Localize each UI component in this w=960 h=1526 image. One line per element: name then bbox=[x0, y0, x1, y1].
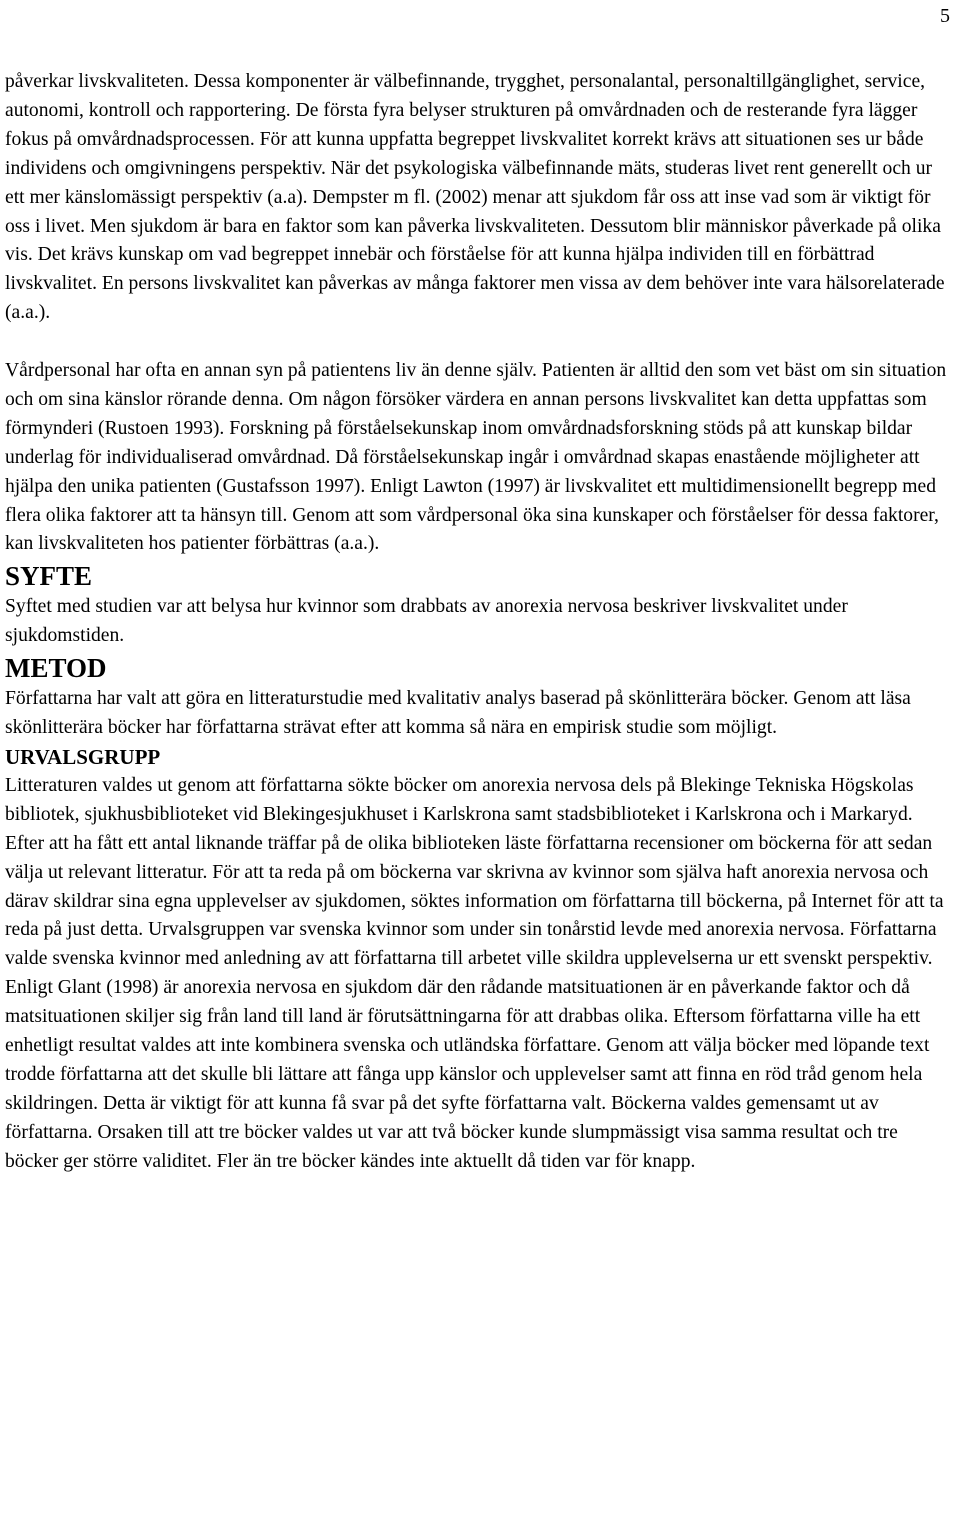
paragraph-urvalsgrupp: Litteraturen valdes ut genom att författarna sökte böcker om anorexia nervosa dels på Blekinge Tekniska Högskolas bibliotek, sjukhusbiblioteket vid Blekingesjukhuset i Karlskrona samt stadsbiblioteket i Karlskrona och i Markaryd. Efter att ha fått ett antal liknande träffar på de olika biblioteken läste författarna recensioner om böckerna för att sedan välja ut relevant litteratur. För att ta reda på om böckerna var skrivna av kvinnor som själva haft anorexia nervosa och därav skildrar sina egna upplevelser av sjukdomen, söktes information om författarna till böckerna, på Internet för att ta reda på just detta. Urvalsgruppen var svenska kvinnor som under sin tonårstid levde med anorexia nervosa. Författarna valde svenska kvinnor med anledning av att författarna till arbetet ville skildra upplevelserna ur ett svenskt perspektiv. Enligt Glant (1998) är anorexia nervosa en sjukdom där den rådande matsituationen är en påverkande faktor och då matsituationen skiljer sig från land till land är förutsättningarna för att drabbas olika. Eftersom författarna ville ha ett enhetligt resultat valdes att inte kombinera svenska och utländska författare. Genom att välja böcker med löpande text trodde författarna att det skulle bli lättare att fånga upp känslor och upplevelser samt att finna en röd tråd genom hela skildringen. Detta är viktigt för att kunna få svar på det syfte författarna valt. Böckerna valdes gemensamt ut av författarna. Orsaken till att tre böcker valdes ut var att två böcker kunde slumpmässigt visa samma resultat och tre böcker ger större validitet. Fler än tre böcker kändes inte aktuellt då tiden var för knapp. bbox=[5, 774, 944, 1172]
paragraph-vardpersonal: Vårdpersonal har ofta en annan syn på patientens liv än denne själv. Patienten är alltid den som vet bäst om sin situation och om sina känslor rörande denna. Om någon försöker värdera en annan persons livskvalitet kan detta uppfattas som förmynderi (Rustoen 1993). Forskning på förståelsekunskap inom omvårdnadsforskning stöds på att kunskap bildar underlag för individualiserad omvårdnad. Då förståelsekunskap ingår i omvårdnad skapas enastående möjligheter att hjälpa den unika patienten (Gustafsson 1997). Enligt Lawton (1997) är livskvalitet ett multidimensionellt begrepp med flera olika faktorer att ta hänsyn till. Genom att som vårdpersonal öka sina kunskaper och förståelser för dessa faktorer, kan livskvaliteten hos patienter förbättras (a.a.). bbox=[5, 360, 947, 555]
paragraph-livskvalitet-components: påverkar livskvaliteten. Dessa komponenter är välbefinnande, trygghet, personalantal, personaltillgänglighet, service, autonomi, kontroll och rapportering. De första fyra belyser strukturen på omvårdnaden och de resterande fyra lägger fokus på omvårdnadsprocessen. För att kunna uppfatta begreppet livskvalitet korrekt krävs att situationen ses ur både individens och omgivningens perspektiv. När det psykologiska välbefinnande mäts, studeras livet rent generellt och ur ett mer känslomässigt perspektiv (a.a). Dempster m fl. (2002) menar att sjukdom får oss att inse vad som är viktigt för oss i livet. Men sjukdom är bara en faktor som kan påverka livskvaliteten. Dessutom blir människor påverkade på olika vis. Det krävs kunskap om vad begreppet innebär och förståelse för att kunna hjälpa individen till en förbättrad livskvalitet. En persons livskvalitet kan påverkas av många faktorer men vissa av dem behöver inte vara hälsorelaterade (a.a.). bbox=[5, 71, 945, 324]
paragraph-syfte: Syftet med studien var att belysa hur kvinnor som drabbats av anorexia nervosa beskriver livskvalitet under sjukdomstiden. bbox=[5, 596, 848, 647]
page-number: 5 bbox=[940, 5, 950, 27]
heading-urvalsgrupp: URVALSGRUPP bbox=[5, 745, 161, 770]
heading-syfte: SYFTE bbox=[5, 561, 93, 592]
heading-metod: METOD bbox=[5, 653, 107, 684]
paragraph-spacer bbox=[5, 328, 955, 357]
document-body bbox=[5, 68, 955, 1177]
paragraph-metod: Författarna har valt att göra en litteraturstudie med kvalitativ analys baserad på skönlitterära böcker. Genom att läsa skönlitterära böcker har författarna strävat efter att komma så nära en empirisk studie som möjligt. bbox=[5, 688, 911, 739]
